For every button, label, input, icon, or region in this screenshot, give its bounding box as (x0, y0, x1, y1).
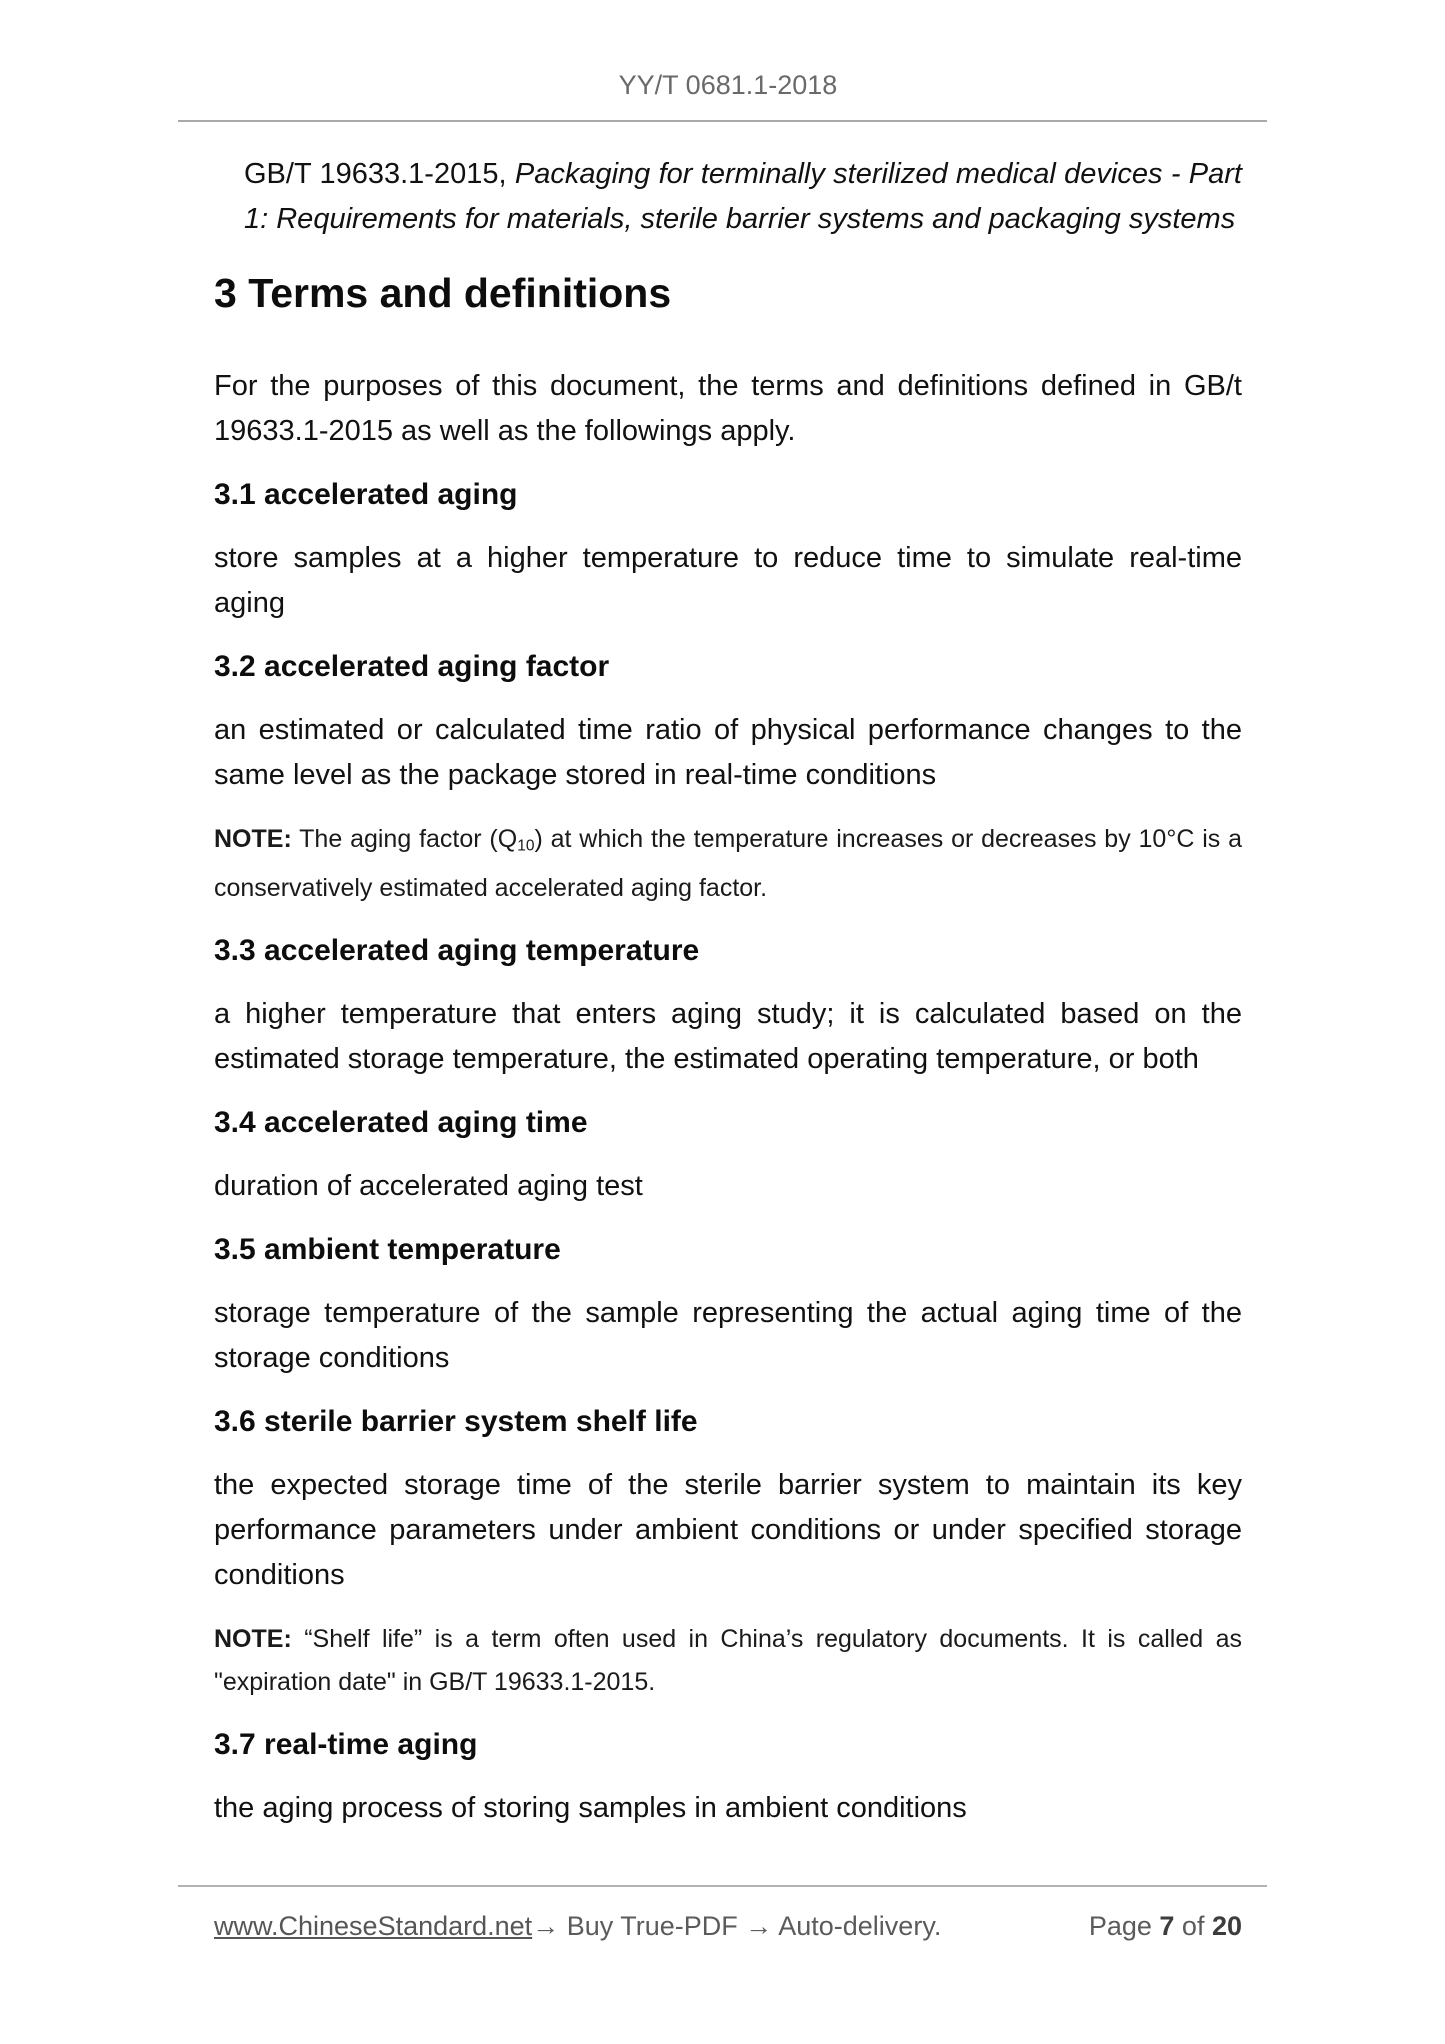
page-footer (214, 1885, 1242, 1943)
term-definition: duration of accelerated aging test (214, 1170, 643, 1203)
term-heading: 3.1 accelerated aging (214, 478, 518, 511)
page-label: Page (1088, 1911, 1160, 1941)
of-label: of (1174, 1911, 1212, 1941)
reference-paragraph (214, 152, 1242, 242)
footer-buy-text: Buy True-PDF (559, 1911, 746, 1941)
term-heading: 3.6 sterile barrier system shelf life (214, 1405, 698, 1439)
section-intro: For the purposes of this document, the terms and definitions defined in GB/t 19633.1-2015 as well as the followings apply. (214, 370, 1242, 447)
term-heading: 3.5 ambient temperature (214, 1233, 561, 1267)
note-text-pre: The aging factor (Q (291, 825, 518, 853)
term-block-3-7 (214, 1726, 1242, 1831)
term-heading: 3.4 accelerated aging time (214, 1106, 588, 1140)
reference-code: GB/T 19633.1-2015, (244, 158, 515, 190)
term-note (214, 1618, 1242, 1704)
footer-delivery-text: Auto-delivery. (772, 1911, 942, 1941)
arrow-right-icon: → (532, 1911, 560, 1941)
term-definition: store samples at a higher temperature to reduce time to simulate real-time aging (214, 542, 1242, 619)
footer-row (214, 1909, 1242, 1943)
term-heading: 3.2 accelerated aging factor (214, 650, 610, 683)
page-total: 20 (1211, 1911, 1242, 1941)
term-definition: an estimated or calculated time ratio of physical performance changes to the same level as the package stored in real-time conditions (214, 714, 1242, 791)
term-definition: a higher temperature that enters aging study; it is calculated based on the estimated storage temperature, the estimated operating temperature, or both (214, 998, 1242, 1076)
footer-left (214, 1909, 941, 1943)
header-divider (178, 120, 1267, 122)
term-block-3-4 (214, 1104, 1242, 1209)
term-heading: 3.7 real-time aging (214, 1728, 478, 1762)
term-block-3-6 (214, 1403, 1242, 1704)
page-current: 7 (1159, 1911, 1175, 1941)
footer-website-link[interactable]: www.ChineseStandard.net (214, 1911, 533, 1941)
doc-number-header: YY/T 0681.1-2018 (618, 70, 838, 100)
term-note (214, 818, 1242, 910)
term-block-3-1 (214, 476, 1242, 626)
term-block-3-3 (214, 932, 1242, 1082)
term-heading: 3.3 accelerated aging temperature (214, 934, 700, 968)
footer-divider (178, 1885, 1267, 1887)
term-definition: the expected storage time of the sterile barrier system to maintain its key performance parameters under ambient conditions or under specified storage conditions (214, 1469, 1242, 1592)
term-definition: storage temperature of the sample representing the actual aging time of the storage conditions (214, 1297, 1242, 1375)
arrow-right-icon: → (745, 1911, 773, 1941)
term-definition: the aging process of storing samples in ambient conditions (214, 1792, 967, 1825)
reference-title: Packaging for terminally sterilized medical devices - Part 1: Requirements for materials, sterile barrier systems and packaging systems (244, 158, 1242, 235)
note-text-post: ) at which the temperature increases or decreases by 10°C is a conservatively estimated accelerated aging factor. (214, 825, 1243, 903)
note-text: “Shelf life” is a term often used in China’s regulatory documents. It is called as "expiration date" in GB/T 19633.1-2015. (214, 1625, 1242, 1697)
term-block-3-2 (214, 648, 1242, 910)
footer-page-indicator (1089, 1909, 1242, 1943)
term-block-3-5 (214, 1231, 1242, 1381)
note-label: NOTE: (214, 1625, 292, 1654)
section-title: 3 Terms and definitions (214, 270, 672, 316)
note-label: NOTE: (214, 825, 292, 853)
q10-subscript: 10 (517, 837, 535, 855)
page-content (214, 68, 1242, 1831)
